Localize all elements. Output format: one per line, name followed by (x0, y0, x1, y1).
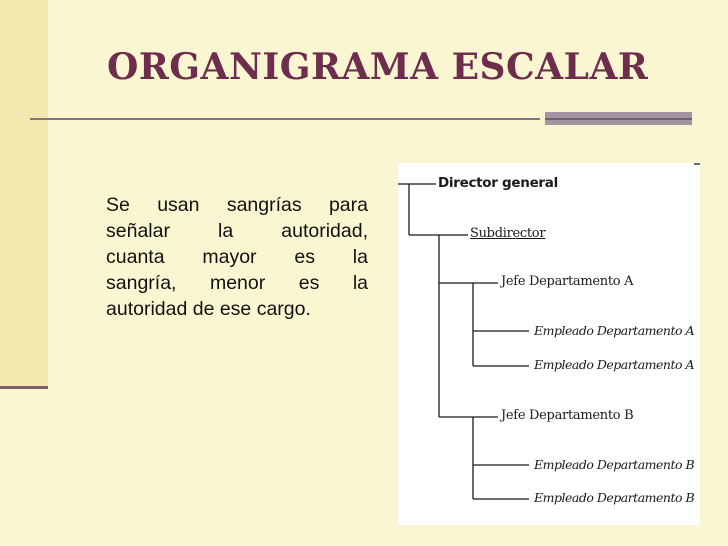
node-jefe-departamento-b: Jefe Departamento B (501, 408, 634, 423)
slide-title: ORGANIGRAMA ESCALAR (107, 46, 649, 88)
node-director-general: Director general (438, 175, 558, 191)
body-line: autoridad de ese cargo. (106, 298, 311, 320)
node-empleado-departamento-a: Empleado Departamento A (534, 323, 695, 338)
node-empleado-departamento-b: Empleado Departamento B (534, 490, 695, 505)
left-band-underline (0, 386, 48, 389)
body-line: cuanta mayor es la (106, 246, 368, 268)
title-divider (30, 118, 540, 120)
body-line: sangría, menor es la (106, 272, 368, 294)
body-line: Se usan sangrías para (106, 194, 368, 216)
node-empleado-departamento-a: Empleado Departamento A (534, 357, 695, 372)
left-decorative-band (0, 0, 48, 386)
body-line: señalar la autoridad, (106, 220, 368, 242)
body-paragraph (106, 192, 368, 322)
divider-accent-line (545, 118, 692, 120)
org-chart-panel (398, 163, 700, 525)
node-subdirector: Subdirector (470, 226, 546, 241)
node-jefe-departamento-a: Jefe Departamento A (501, 274, 634, 289)
node-empleado-departamento-b: Empleado Departamento B (534, 457, 695, 472)
